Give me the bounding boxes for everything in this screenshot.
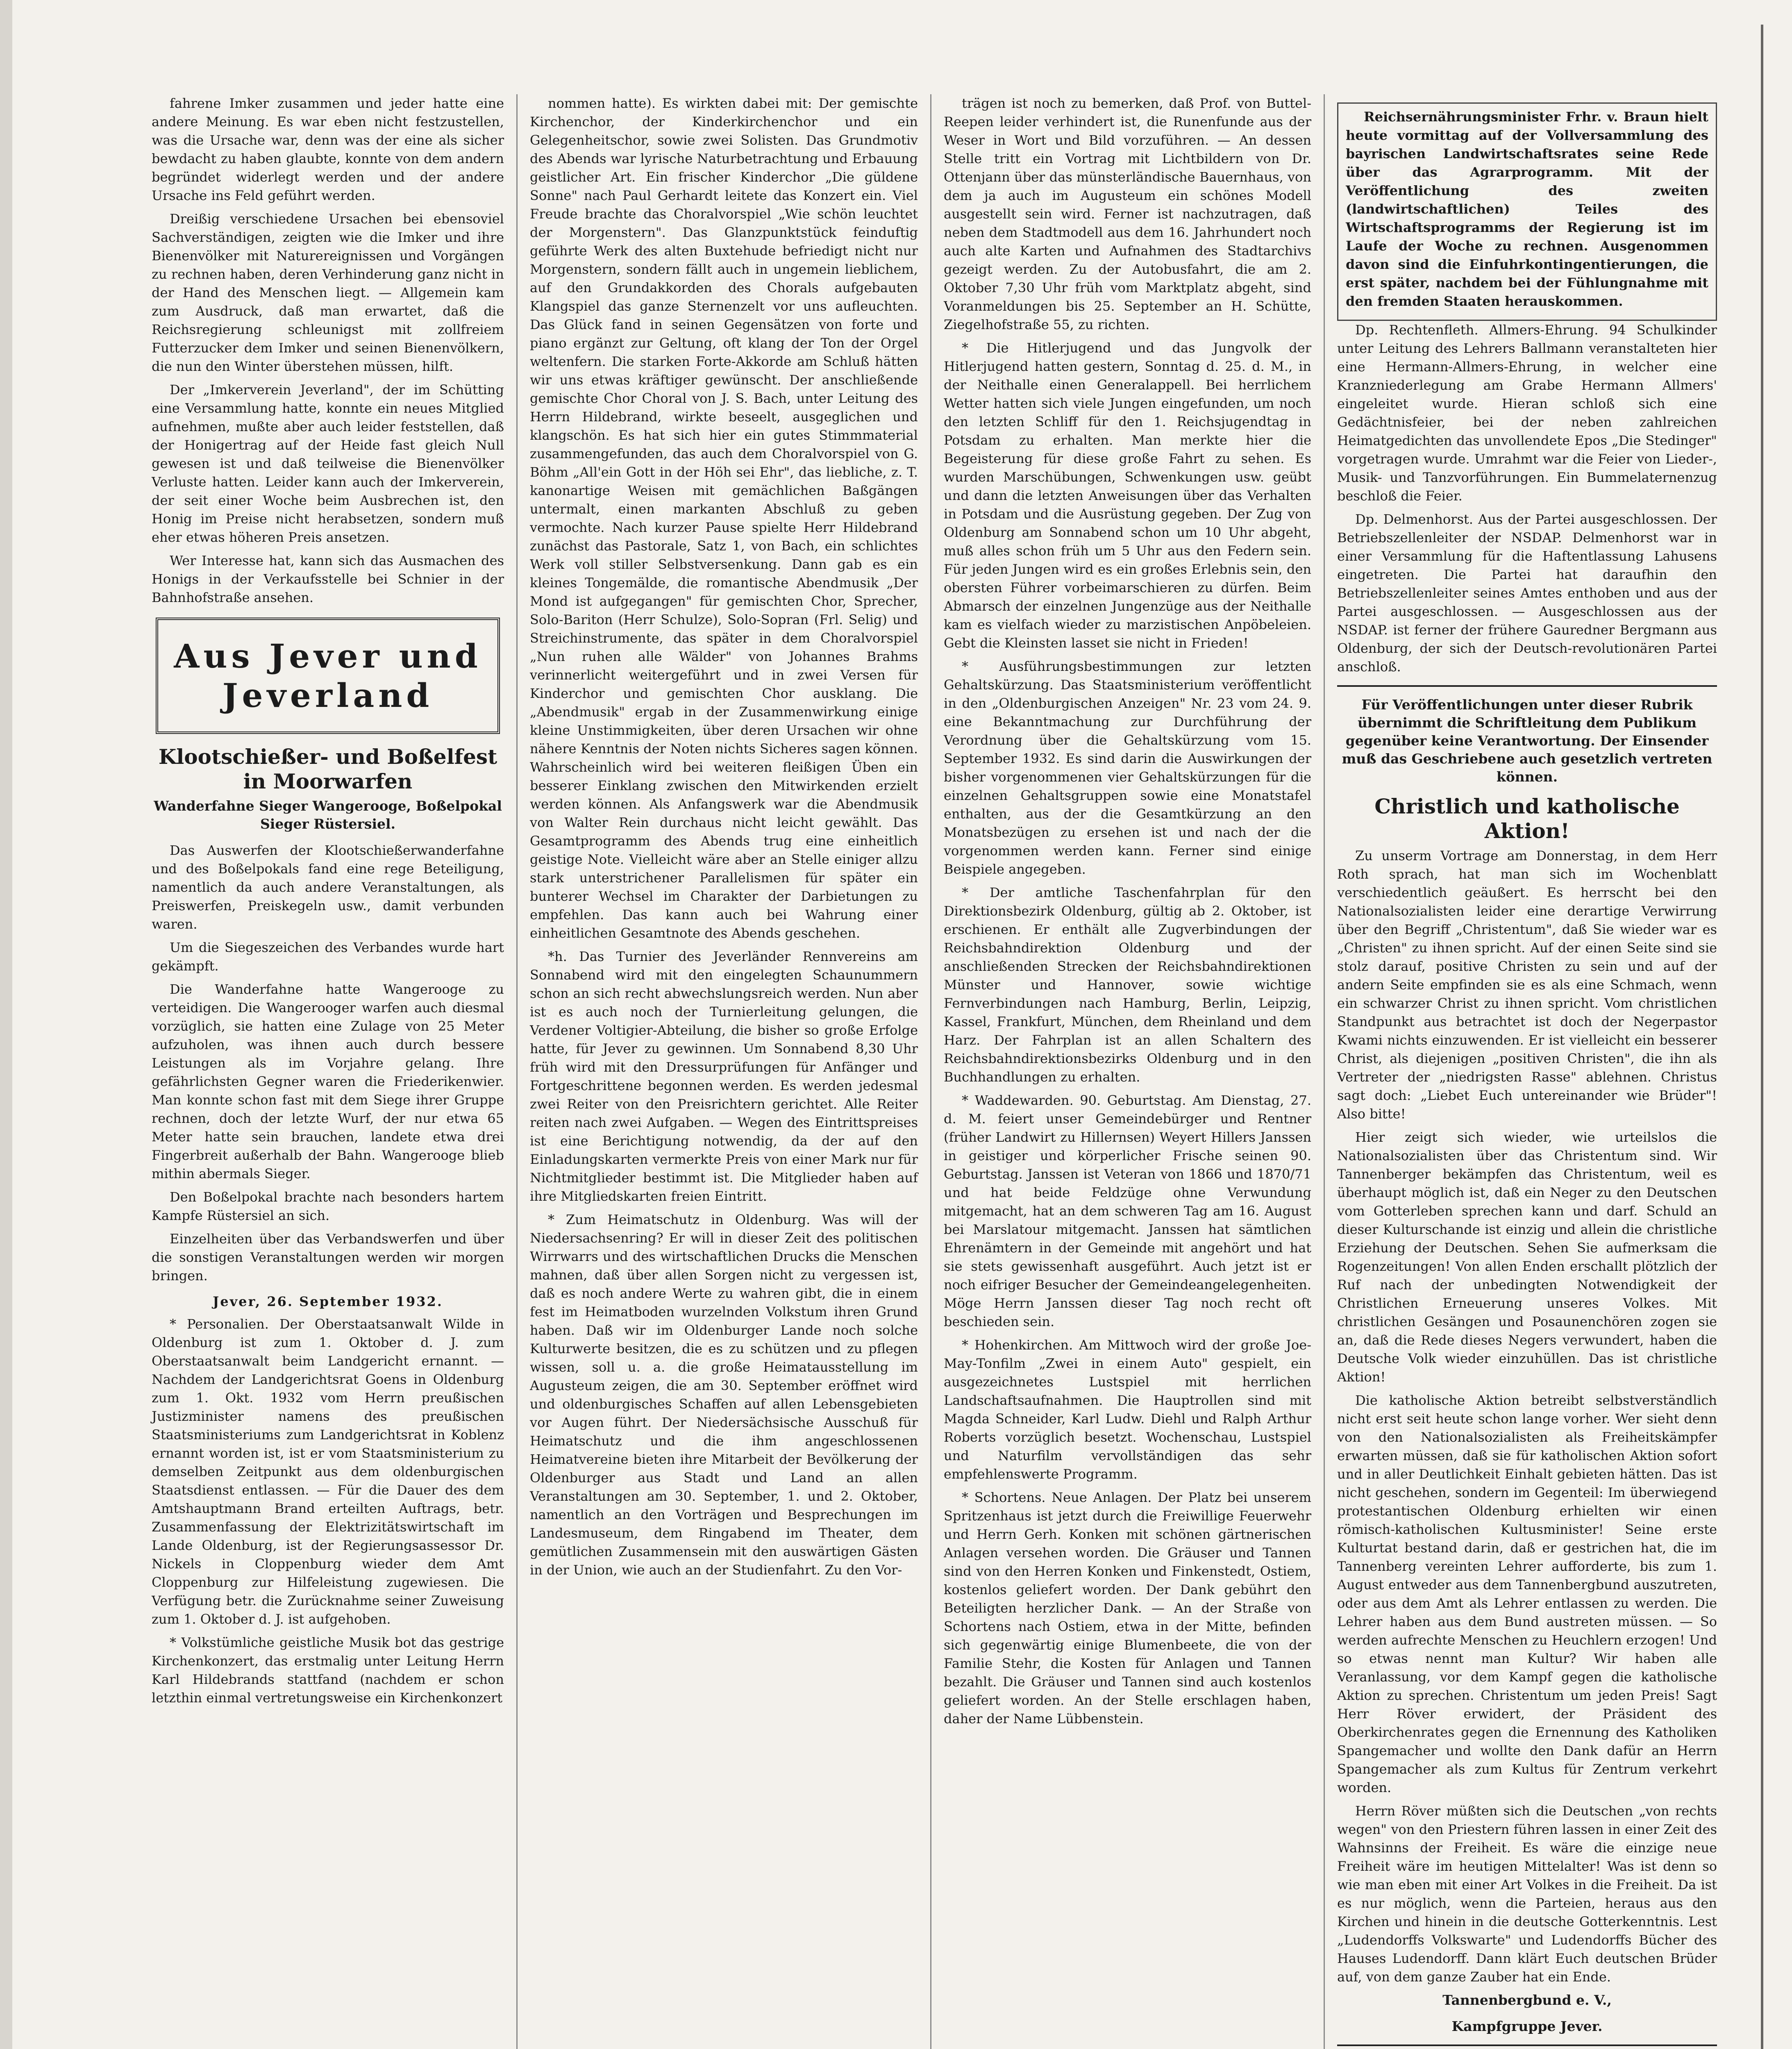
- article-text: Einzelheiten über das Verbandswerfen und über die sonstigen Veranstaltungen werden wir morgen bringen.: [152, 1231, 504, 1283]
- article-text: Um die Siegeszeichen des Verbandes wurde hart gekämpft.: [152, 940, 504, 974]
- columns: [139, 94, 1731, 2049]
- article-text: Das Auswerfen der Klootschießerwanderfahne und des Boßelpokals fand eine rege Beteiligung, namentlich da auch andere Veranstaltungen, als Preiswerfen, Preiskegeln usw., damit verbunden waren.: [152, 843, 504, 932]
- divider: [1337, 2044, 1717, 2046]
- article-text: Dp. Delmenhorst. Aus der Partei ausgeschlossen. Der Betriebszellenleiter der NSDAP. Delmenhorst war in einer Versammlung für die Haftentlassung Lahusens eingetreten. Die Partei hat daraufhin den Betriebszellenleiter seines Amtes enthoben und aus der Partei ausgeschlossen. — Ausgeschlossen aus der NSDAP. ist ferner der frühere Gauredner Bergmann aus Oldenburg, der sich der Deutsch-revolutionären Partei anschloß.: [1337, 511, 1717, 675]
- column-3: [930, 94, 1324, 2049]
- signature-line: Tannenbergbund e. V.,: [1442, 1992, 1612, 2008]
- article-text: Den Boßelpokal brachte nach besonders hartem Kampfe Rüstersiel an sich.: [152, 1189, 504, 1223]
- article-text: Reichsernährungsminister Frhr. v. Braun hielt heute vormittag auf der Vollversammlung des bayrischen Landwirtschaftsrates seine Rede über das Agrarprogramm. Mit der Veröffentlichung des zweiten (landwirtschaftlichen) Teiles des Wirtschaftsprogramms der Regierung ist im Laufe der Woche zu rechnen. Ausgenommen davon sind die Einfuhrkontingentierungen, die erst später, nachdem bei der Fühlungnahme mit den fremden Staaten herauskommen.: [1346, 109, 1708, 309]
- column-1: [139, 94, 516, 2049]
- article-headline: Klootschießer- und Boßelfest in Moorwarfen: [158, 745, 497, 793]
- article-text: * Volkstümliche geistliche Musik bot das gestrige Kirchenkonzert, das erstmalig unter Leitung Herrn Karl Hildebrands stattfand (nachdem er schon letzthin einmal vertretungsweise ein Kirchenkonzert: [152, 1635, 504, 1706]
- signature-line: Kampfgruppe Jever.: [1451, 2018, 1603, 2034]
- article-text: Der „Imkerverein Jeverland", der im Schütting eine Versammlung hatte, konnte ein neues Mitglied aufnehmen, mußte aber auch leider feststellen, daß der Honigertrag auf der Heide fast gleich Null gewesen ist und daß teilweise die Bienenvölker Verluste hatten. Leider kann auch der Imkerverein, der seit einer Woche beim Ausbrechen ist, den Honig im Preise nicht herabsetzen, sondern muß eher etwas höheren Preis ansetzen.: [152, 382, 504, 545]
- article-text: Die Wanderfahne hatte Wangerooge zu verteidigen. Die Wangerooger warfen auch diesmal vorzüglich, sie hatten eine Zulage von 25 Meter aufzuholen, was ihnen auch durch bessere Leistungen als im Vorjahre gelang. Ihre gefährlichsten Gegner waren die Friederikenwier. Man konnte schon fast mit dem Siege ihrer Gruppe rechnen, doch der letzte Wurf, der nur etwa 65 Meter hatte sein brauchen, landete etwa drei Fingerbreit außerhalb der Bahn. Wangerooge blieb mithin abermals Sieger.: [152, 981, 504, 1181]
- article-text: Wer Interesse hat, kann sich das Ausmachen des Honigs in der Verkaufsstelle bei Schnier in der Bahnhofstraße ansehen.: [152, 553, 504, 605]
- article-text: Die katholische Aktion betreibt selbstverständlich nicht erst seit heute schon lange vorher. Wer sieht denn von den Nationalsozialisten als Freiheitskämpfer erwarten müssen, daß sie für katholischen Aktion sofort und in aller Deutlichkeit Einhalt gebieten hätten. Das ist nicht geschehen, sondern im Gegenteil: Im überwiegend protestantischen Oldenburg erhielten wir einen römisch-katholischen Kultusminister! Seine erste Kulturtat bestand darin, daß er gestrichen hat, die im Tannenberg vereinten Lehrer aufforderte, bis zum 1. August entweder aus dem Tannenbergbund auszutreten, oder aus dem Amt als Lehrer entlassen zu werden. Die Lehrer haben aus dem Bund austreten müssen. — So werden aufrechte Menschen zu Heuchlern erzogen! Und so etwas nennt man Kultur? Wir haben alle Veranlassung, vor dem Kampf gegen die katholische Aktion zu sprechen. Christentum um jeden Preis! Sagt Herr Röver erwidert, der Präsident des Oberkirchenrates gegen die Ernennung des Katholiken Spangemacher und wollte den Dank dafür an Herrn Spangemacher als zum Kultus für Zentrum verkehrt worden.: [1337, 1393, 1717, 1795]
- article-text: * Die Hitlerjugend und das Jungvolk der Hitlerjugend hatten gestern, Sonntag d. 25. d. M., in der Neithalle einen Generalappell. Bei herrlichem Wetter hatten sich viele Jungen eingefunden, um noch den letzten Schliff für den 1. Reichsjugendtag in Potsdam zu erhalten. Man merkte hier die Begeisterung für diese große Fahrt zu sehen. Es wurden Marschübungen, Schwenkungen usw. geübt und dann die letzten Anweisungen über das Verhalten in Potsdam und die Ausrüstung gegeben. Der Zug von Oldenburg am Sonnabend schon um 10 Uhr abgeht, muß alles schon früh um 5 Uhr aus den Federn sein. Für jeden Jungen wird es ein großes Erlebnis sein, den obersten Führer vorbeimarschieren zu dürfen. Beim Abmarsch der einzelnen Jungenzüge aus der Neithalle kam es vielfach wieder zu marzistischen Anpöbeleien. Gebt die Kleinsten lasset sie nicht in Frieden!: [944, 340, 1311, 651]
- article-text: * Ausführungsbestimmungen zur letzten Gehaltskürzung. Das Staatsministerium veröffentlicht in den „Oldenburgischen Anzeigen" Nr. 23 vom 24. 9. eine Bekanntmachung zur Durchführung der Verordnung über die Gehaltskürzung vom 15. September 1932. Es sind darin die Auswirkungen der bisher vorgenommenen vier Gehaltskürzungen für die einzelnen Gehaltsgruppen sowie eine Monatstafel enthalten, aus der die Gesamtkürzung an den Monatsbezügen zu ersehen ist und nach der die vorgenommen werden kann. Ferner sind einige Beispiele angegeben.: [944, 659, 1311, 877]
- editorial-note: Für Veröffentlichungen unter dieser Rubrik übernimmt die Schriftleitung dem Publikum gegenüber keine Verantwortung. Der Einsender muß das Geschriebene auch gesetzlich vertreten können.: [1342, 697, 1713, 785]
- article-text: * Zum Heimatschutz in Oldenburg. Was will der Niedersachsenring? Er will in dieser Zeit des politischen Wirrwarrs und des wirtschaftlichen Drucks die Menschen mahnen, daß über allen Sorgen nicht zu vergessen ist, daß es noch andere Werte zu wahren gibt, die in einem fest im Heimatboden wurzelnden Volkstum ihren Grund haben. Daß wir im Oldenburger Lande noch solche Kulturwerte besitzen, die es zu schützen und zu pflegen wissen, soll u. a. die große Heimatausstellung im Augusteum zeigen, die am 30. September eröffnet wird und oldenburgisches Schaffen auf allen Lebensgebieten vor Augen führt. Der Niedersächsische Ausschuß für Heimatschutz und die ihm angeschlossenen Heimatvereine bieten ihre Mitarbeit der Bevölkerung der Oldenburger aus Stadt und Land an allen Veranstaltungen am 30. September, 1. und 2. Oktober, namentlich an den Vorträgen und Besprechungen im Landesmuseum, dem Ringabend im Theater, dem gemütlichen Zusammensein mit den auswärtigen Gästen in der Union, wie auch an der Studienfahrt. Zu den Vor-: [530, 1212, 918, 1578]
- section-title-box: Aus Jever und Jeverland: [156, 618, 500, 734]
- article-text: *h. Das Turnier des Jeverländer Rennvereins am Sonnabend wird mit den eingelegten Schaunummern schon an sich recht abwechslungsreich werden. Nun aber ist es auch noch der Turnierleitung gelungen, die Verdener Voltigier-Abteilung, die bisher so große Erfolge hatte, für Jever zu gewinnen. Um Sonnabend 8,30 Uhr früh wird mit den Dressurprüfungen für Anfänger und Fortgeschrittene begonnen werden. Es werden jedesmal zwei Reiter von den Preisrichtern gerichtet. Alle Reiter reiten nach zwei Aufgaben. — Wegen des Eintrittspreises ist eine Berichtigung notwendig, da der auf den Einladungskarten vermerkte Preis von einer Mark nur für Nichtmitglieder bestimmt ist. Die Mitglieder haben auf ihre Mitgliedskarten freien Eintritt.: [530, 949, 918, 1204]
- dateline: Jever, 26. September 1932.: [213, 1294, 443, 1309]
- article-text: Herrn Röver müßten sich die Deutschen „von rechts wegen" von den Priestern führen lassen in einer Zeit des Wahnsinns der Freiheit. Es wäre die einzige neue Freiheit wäre im heutigen Mittelalter! Was ist denn so wie man eben mit einer Art Volkes in die Freiheit. Da ist es nur möglich, wenn die Parteien, heraus aus den Kirchen und hinein in die deutsche Gotterkenntnis. Lest „Ludendorffs Volkswarte" und Ludendorffs Bücher des Hauses Ludendorff. Dann klärt Euch deutschen Brüder auf, von dem ganze Zauber hat ein Ende.: [1337, 1803, 1717, 1985]
- article-text: nommen hatte). Es wirkten dabei mit: Der gemischte Kirchenchor, der Kinderkirchenchor und ein Gelegenheitschor, sowie zwei Solisten. Das Grundmotiv des Abends war lyrische Naturbetrachtung und Erbauung geistlicher Art. Ein frischer Kinderchor „Die güldene Sonne" nach Paul Gerhardt leitete das Konzert ein. Viel Freude brachte das Choralvorspiel „Wie schön leuchtet der Morgenstern". Das Glanzpunktstück feinduftig geführte Werk des alten Buxtehude befriedigt nicht nur Morgenstern, sondern fällt auch in ungemein lieblichem, auf den Grundakkorden des Chorals aufgebauten Klangspiel das ganze Sternenzelt vor uns aufleuchten. Das Glück fand in seinen Gegensätzen von forte und piano ergänzt zur Geltung, oft klang der Ton der Orgel weltenfern. Die starken Forte-Akkorde am Schluß hätten wir uns etwas kräftiger gewünscht. Der anschließende gemischte Chor Choral von J. S. Bach, unter Leitung des Herrn Hildebrand, wirkte beseelt, ausgeglichen und klangschön. Es hat sich hier ein gutes Stimmmaterial zusammengefunden, das auch dem Choralvorspiel von G. Böhm „All'ein Gott in der Höh sei Ehr", das liebliche, z. T. kanonartige Weisen mit gemächlichen Baßgängen untermalt, einen markanten Abschluß zu geben vermochte. Nach kurzer Pause spielte Herr Hildebrand zunächst das Pastorale, Satz 1, von Bach, ein schlichtes Werk voll stiller Selbstversenkung. Dann gab es ein kleines Tongemälde, die romantische Abendmusik „Der Mond ist aufgegangen" für gemischten Chor, Sprecher, Solo-Bariton (Herr Schulze), Solo-Sopran (Frl. Selig) und Streichinstrumente, das später in dem Choralvorspiel „Nun ruhen alle Wälder" von Johannes Brahms verinnerlicht weitergeführt und in zwei Versen für Kinderchor und gemischten Chor ausklang. Die „Abendmusik" ergab in der Zusammenwirkung einige kleine Unstimmigkeiten, über deren Ursachen wir ohne nähere Kenntnis der Noten nichts Sicheres sagen können. Wahrscheinlich wird bei weiteren fleißigen Üben ein besserer Einklang zwischen den Mitwirkenden erzielt werden können. Als Anfangswerk war die Abendmusik von Walter Rein durchaus nicht leicht gewählt. Das Gesamtprogramm des Abends trug eine einheitlich geistige Note. Vielleicht wäre aber an Stelle einiger allzu stark unterstrichener Parallelismen für später ein bunterer Wechsel im Charakter der Darbietungen zu empfehlen. Das kann auch bei Wahrung einer einheitlichen Gesamtnote des Abends geschehen.: [530, 95, 918, 941]
- column-2: [516, 94, 930, 2049]
- article-text: fahrene Imker zusammen und jeder hatte eine andere Meinung. Es war eben nicht festzustellen, was die Ursache war, denn was der eine als sicher bewdacht zu haben glaubte, konnte von dem andern begründet widerlegt werden und der andere Ursache ins Feld geführt werden.: [152, 95, 504, 203]
- article-text: Hier zeigt sich wieder, wie urteilslos die Nationalsozialisten über das Christentum sind. Wir Tannenberger bekämpfen das Christentum, weil es überhaupt möglich ist, daß ein Neger zu den Deutschen vom Gotterleben sprechen kann und darf. Schuld an dieser Kulturschande ist einzig und allein die christliche Erziehung der Deutschen. Sehen Sie aufmerksam die Rogenzeitungen! Von allen Enden erschallt plötzlich der Ruf nach der unbedingten Notwendigkeit der Christlichen Erneuerung unseres Volkes. Mit christlichen Gesängen und Posaunenchören zogen sie an, daß die Rede dieses Negers verwundert, haben die Deutsche Volk wieder einzuhüllen. Das ist christliche Aktion!: [1337, 1129, 1717, 1385]
- divider: [1337, 685, 1717, 687]
- article-text: * Personalien. Der Oberstaatsanwalt Wilde in Oldenburg ist zum 1. Oktober d. J. zum Oberstaatsanwalt beim Landgericht ernannt. — Nachdem der Landgerichtsrat Goens in Oldenburg zum 1. Okt. 1932 vom Herrn preußischen Justizminister namens des preußischen Staatsministeriums zum Landgerichtsrat in Koblenz ernannt worden ist, ist er vom Staatsministerium zu demselben Zeitpunkt aus dem oldenburgischen Staatsdienst entlassen. — Für die Dauer des dem Amtshauptmann Brand erteilten Auftrags, betr. Zusammenfassung der Elektrizitätswirtschaft im Lande Oldenburg, ist der Regierungsassessor Dr. Nickels in Cloppenburg wieder dem Amt Cloppenburg zur Hilfeleistung zugewiesen. Die Verfügung betr. die Zurücknahme seiner Zuweisung zum 1. Oktober d. J. ist aufgehoben.: [152, 1316, 504, 1627]
- letter-headline: Christlich und katholische Aktion!: [1374, 794, 1680, 843]
- article-text: * Schortens. Neue Anlagen. Der Platz bei unserem Spritzenhaus ist jetzt durch die Freiwillige Feuerwehr und Herrn Gerh. Konken mit schönen gärtnerischen Anlagen versehen worden. Die Gräuser und Tannen sind von den Herren Konken und Finkenstedt, Ostiem, kostenlos geliefert worden. Der Dank gebührt den Beteiligten herzlicher Dank. — An der Straße von Schortens nach Ostiem, etwa in der Mitte, befinden sich gegenwärtig einige Blumenbeete, die von der Familie Stehr, die Kosten für Anlagen und Tannen bezahlt. Die Gräuser und Tannen sind auch kostenlos geliefert worden. An der Stelle erschlagen haben, daher der Name Lübbenstein.: [944, 1490, 1311, 1726]
- article-subheadline: Wanderfahne Sieger Wangerooge, Boßelpokal Sieger Rüstersiel.: [154, 798, 502, 832]
- article-text: * Der amtliche Taschenfahrplan für den Direktionsbezirk Oldenburg, gültig ab 2. Oktober, ist erschienen. Er enthält alle Zugverbindungen der Reichsbahndirektion Oldenburg und der anschließenden Strecken der Reichsbahndirektionen Münster und Hannover, sowie wichtige Fernverbindungen nach Hamburg, Berlin, Leipzig, Kassel, Frankfurt, München, dem Rheinland und dem Harz. Der Fahrplan ist an allen Schaltern des Reichsbahndirektionsbezirks Oldenburg und in den Buchhandlungen zu erhalten.: [944, 885, 1311, 1085]
- article-text: Dp. Rechtenfleth. Allmers-Ehrung. 94 Schulkinder unter Leitung des Lehrers Ballmann veranstalteten hier eine Hermann-Allmers-Ehrung, in welcher eine Kranzniederlegung am Grabe Hermann Allmers' eingeleitet wurde. Hieran schloß sich eine Gedächtnisfeier, bei der neben zahlreichen Heimatgedichten das unvollendete Epos „Die Stedinger" vorgetragen wurde. Umrahmt war die Feier von Lieder-, Musik- und Tanzvorführungen. Ein Bummelaternenzug beschloß die Feier.: [1337, 322, 1717, 504]
- article-text: trägen ist noch zu bemerken, daß Prof. von Buttel-Reepen leider verhindert ist, die Runenfunde aus der Weser in Wort und Bild vorzuführen. — An dessen Stelle tritt ein Vortrag mit Lichtbildern von Dr. Ottenjann über das münsterländische Bauernhaus, von dem ja auch im Augusteum ein schönes Modell ausgestellt sein wird. Ferner ist nachzutragen, daß neben dem Stadtmodell aus dem 16. Jahrhundert noch auch alte Karten und Aufnahmen des Stadtarchivs gezeigt werden. Zu der Autobusfahrt, die am 2. Oktober 7,30 Uhr früh vom Marktplatz abgeht, sind Voranmeldungen bis 25. September an H. Schütte, Ziegelhofstraße 55, zu richten.: [944, 95, 1311, 332]
- column-4: [1324, 94, 1729, 2049]
- news-box: [1337, 102, 1717, 321]
- article-text: * Waddewarden. 90. Geburtstag. Am Dienstag, 27. d. M. feiert unser Gemeindebürger und Rentner (früher Landwirt zu Hillernsen) Weyert Hillers Janssen in geistiger und körperlicher Frische seinen 90. Geburtstag. Janssen ist Veteran von 1866 und 1870/71 und hat beide Feldzüge ohne Verwundung mitgemacht, hat an dem schweren Tag am 16. August bei Marslatour mitgemacht. Janssen hat sämtlichen Ehrenämtern in der Gemeinde mit angehört und hat sie stets gewissenhaft ausgeführt. Auch jetzt ist er noch eifriger Besucher der Gemeindeangelegenheiten. Möge Herrn Janssen dieser Tag noch recht oft beschieden sein.: [944, 1093, 1311, 1329]
- page-edge-rule: [1761, 25, 1763, 2049]
- article-text: Zu unserm Vortrage am Donnerstag, in dem Herr Roth sprach, hat man sich im Wochenblatt verschiedentlich geäußert. Es herrscht bei den Nationalsozialisten leider eine derartige Verwirrung über den Begriff „Christentum", daß Sie wieder war es „Christen" zu ihnen spricht. Auf der einen Seite sind sie stolz darauf, positive Christen zu sein und auf der andern Seite empfinden sie es als eine Schmach, wenn ein schwarzer Christ zu ihnen spricht. Vom christlichen Standpunkt aus betrachtet ist doch der Negerpastor Kwami nichts einzuwenden. Er ist vielleicht ein besserer Christ, als diejenigen „positiven Christen", die ihn als Vertreter der „niedrigsten Rasse" ablehnen. Christus sagt doch: „Liebet Euch untereinander wie Brüder"! Also bitte!: [1337, 848, 1717, 1122]
- article-text: Dreißig verschiedene Ursachen bei ebensoviel Sachverständigen, zeigten wie die Imker und ihre Bienenvölker mit Naturereignissen und Vorgängen zu rechnen haben, deren Verhinderung ganz nicht in der Hand des Menschen liegt. — Allgemein kam zum Ausdruck, daß man erwartet, daß die Reichsregierung schleunigst mit zollfreiem Futterzucker dem Imker und seinen Bienenvölkern, die nun den Winter überstehen müssen, hilft.: [152, 211, 504, 374]
- article-text: * Hohenkirchen. Am Mittwoch wird der große Joe-May-Tonfilm „Zwei in einem Auto" gespielt, ein ausgezeichnetes Lustspiel mit herrlichen Landschaftsaufnahmen. Die Hauptrollen sind mit Magda Schneider, Karl Ludw. Diehl und Ralph Arthur Roberts vorzüglich besetzt. Wochenschau, Lustspiel und Naturfilm vervollständigen das sehr empfehlenswerte Programm.: [944, 1337, 1311, 1482]
